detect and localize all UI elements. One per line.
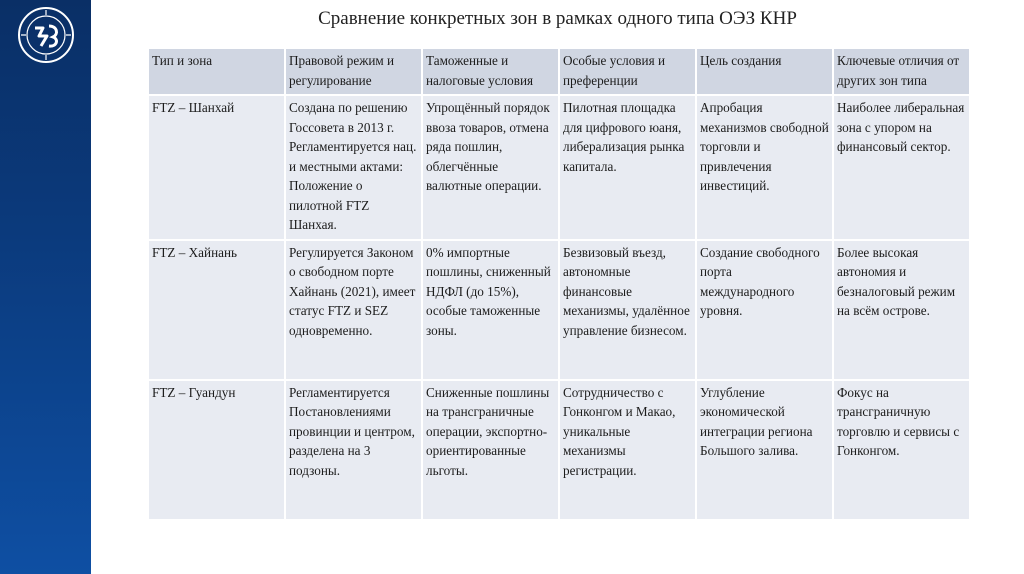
table-row <box>148 95 970 240</box>
table-cell: Более высокая автономия и безналоговый режим на всём острове. <box>833 240 970 380</box>
header-cell: Таможенные и налоговые условия <box>422 48 559 95</box>
table-cell: Пилотная площадка для цифрового юаня, либерализация рынка капитала. <box>559 95 696 240</box>
header-cell: Тип и зона <box>148 48 285 95</box>
table-cell: Создана по решению Госсовета в 2013 г. Регламентируется нац. и местными актами: Положение о пилотной FTZ Шанхая. <box>285 95 422 240</box>
table-cell: Наиболее либеральная зона с упором на финансовый сектор. <box>833 95 970 240</box>
table-cell: Создание свободного порта международного уровня. <box>696 240 833 380</box>
header-cell: Правовой режим и регулирование <box>285 48 422 95</box>
header-cell: Цель создания <box>696 48 833 95</box>
table-cell: Фокус на трансграничную торговлю и сервисы с Гонконгом. <box>833 380 970 520</box>
table-cell: FTZ – Гуандун <box>148 380 285 520</box>
comparison-table <box>147 47 971 521</box>
table-cell: Упрощённый порядок ввоза товаров, отмена ряда пошлин, облегчённые валютные операции. <box>422 95 559 240</box>
table-cell: FTZ – Хайнань <box>148 240 285 380</box>
table-cell: Сотрудничество с Гонконгом и Макао, уникальные механизмы регистрации. <box>559 380 696 520</box>
table-cell: Сниженные пошлины на трансграничные операции, экспортно-ориентированные льготы. <box>422 380 559 520</box>
university-seal-icon <box>17 6 75 64</box>
table-row <box>148 240 970 380</box>
table-cell: 0% импортные пошлины, сниженный НДФЛ (до 15%), особые таможенные зоны. <box>422 240 559 380</box>
table-cell: Апробация механизмов свободной торговли и привлечения инвестиций. <box>696 95 833 240</box>
table-cell: FTZ – Шанхай <box>148 95 285 240</box>
table-header-row <box>148 48 970 95</box>
header-cell: Ключевые отличия от других зон типа <box>833 48 970 95</box>
header-cell: Особые условия и преференции <box>559 48 696 95</box>
sidebar-band <box>0 0 91 574</box>
page-title: Сравнение конкретных зон в рамках одного типа ОЭЗ КНР <box>318 8 797 29</box>
table-cell: Регламентируется Постановлениями провинции и центром, разделена на 3 подзоны. <box>285 380 422 520</box>
table-cell: Регулируется Законом о свободном порте Хайнань (2021), имеет статус FTZ и SEZ одновременно. <box>285 240 422 380</box>
table-cell: Безвизовый въезд, автономные финансовые механизмы, удалённое управление бизнесом. <box>559 240 696 380</box>
table-row <box>148 380 970 520</box>
table-cell: Углубление экономической интеграции региона Большого залива. <box>696 380 833 520</box>
